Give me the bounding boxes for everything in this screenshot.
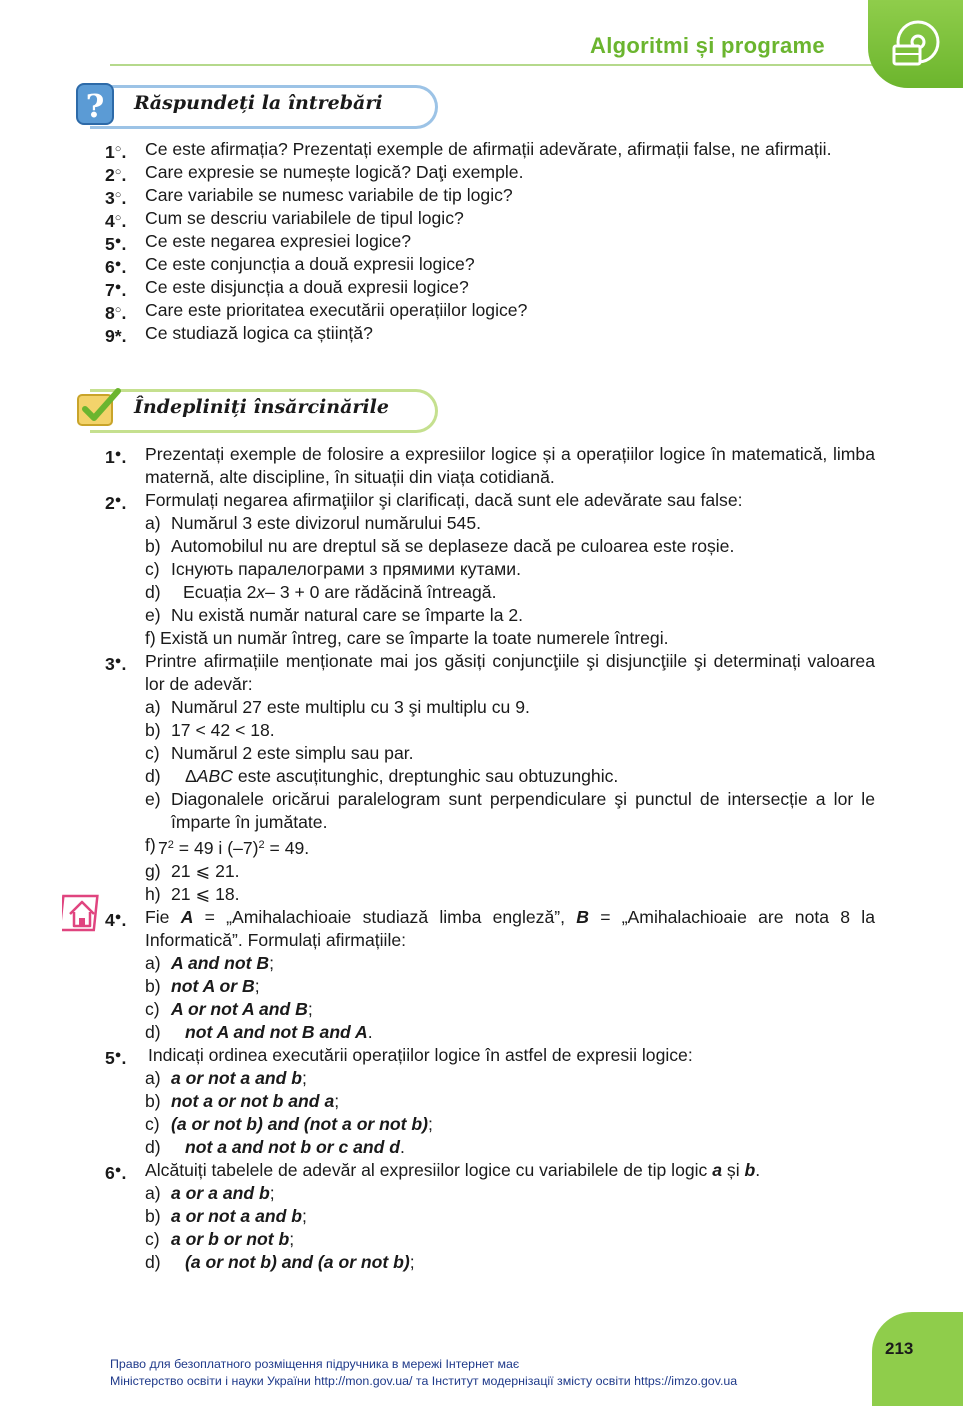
list-item: 8○. Care este prioritatea executării operațiilor logice? (105, 300, 528, 323)
task-6: 6●. Alcătuiți tabelele de adevăr al expresiilor logice cu variabilele de tip logic a și b. (105, 1160, 761, 1183)
footer-copyright (110, 1356, 737, 1390)
list-item: d) Ecuația 2x– 3 + 0 are rădăcină întreagă. (145, 582, 497, 602)
section-tasks-header (76, 387, 441, 431)
list-item: c) Існують паралелограми з прямими кутами. (145, 559, 521, 579)
list-item: a) A and not B; (145, 953, 274, 973)
checklist-icon (76, 387, 122, 429)
list-item: e) Diagonalele oricărui paralelogram sunt perpendiculare şi punctul de intersecție a lor le împarte în jumătate. (145, 789, 875, 832)
list-item: a) Numărul 3 este divizorul numărului 545. (145, 513, 481, 533)
list-item: g) 21 ⩽ 21. (145, 861, 240, 881)
header-divider (110, 64, 880, 66)
list-item: b) 17 < 42 < 18. (145, 720, 275, 740)
list-item: d) not A and not B and A. (145, 1022, 373, 1042)
list-item: b) Automobilul nu are dreptul să se deplaseze dacă pe culoarea este roșie. (145, 536, 735, 556)
computer-disc-icon (888, 18, 942, 72)
list-item: a) Numărul 27 este multiplu cu 3 şi multiplu cu 9. (145, 697, 530, 717)
list-item: 5●. Ce este negarea expresiei logice? (105, 231, 412, 254)
list-item: b) a or not a and b; (145, 1206, 307, 1226)
section-tasks-title: Îndepliniți însărcinările (134, 396, 389, 418)
task-4: 4●. Fie A = „Amihalachioaie studiază limba engleză”, B = „Amihalachioaie are nota 8 la Informatică”. Formulați afirmațiile: (105, 907, 875, 950)
header-title: Algoritmi și programe (590, 33, 825, 58)
list-item: e) Nu există număr natural care se împarte la 2. (145, 605, 524, 625)
list-item: d) ΔABC este ascuțitunghic, dreptunghic sau obtuzunghic. (145, 766, 619, 786)
list-item: 6●. Ce este conjuncția a două expresii logice? (105, 254, 475, 277)
question-mark-icon: ? (76, 83, 114, 125)
list-item: 3○. Care variabile se numesc variabile de tip logic? (105, 185, 513, 208)
list-item: f) $7^2 = 49$ і $(-7)^2 = 49$. (145, 835, 310, 858)
footer-line-2: Міністерство освіти і науки України http://mon.gov.ua/ та Інститут модернізації змісту освіти https://imzo.gov.ua (110, 1374, 738, 1388)
tasks-list (105, 443, 875, 1274)
list-item: c) Numărul 2 este simplu sau par. (145, 743, 414, 763)
list-item: c) (a or not b) and (not a or not b); (145, 1114, 433, 1134)
list-item: 2○. Care expresie se numește logică? Daţi exemple. (105, 162, 524, 185)
task-2: 2●. Formulați negarea afirmaţiilor şi clarificați, dacă sunt ele adevărate sau false: (105, 490, 743, 513)
home-icon (62, 890, 102, 934)
page-number: 213 (885, 1339, 914, 1358)
list-item: b) not A or B; (145, 976, 260, 996)
list-item: b) not a or not b and a; (145, 1091, 340, 1111)
list-item: c) a or b or not b; (145, 1229, 295, 1249)
list-item: d) not a and not b or c and d. (145, 1137, 405, 1157)
task-5: 5●. Indicați ordinea executării operațiilor logice în astfel de expresii logice: (105, 1045, 693, 1068)
list-item: 4○. Cum se descriu variabilele de tipul logic? (105, 208, 464, 231)
page-number-tab (872, 1312, 963, 1406)
footer-line-1: Право для безоплатного розміщення підручника в мережі Інтернет має (110, 1357, 520, 1371)
list-item: a) a or a and b; (145, 1183, 275, 1203)
list-item: c) A or not A and B; (145, 999, 313, 1019)
list-item: a) a or not a and b; (145, 1068, 307, 1088)
section-questions-header (76, 83, 441, 127)
list-item: f) Există un număr întreg, care se împarte la toate numerele întregi. (145, 628, 669, 648)
list-item: 9*. Ce studiază logica ca știință? (105, 323, 373, 346)
questions-list (105, 138, 875, 345)
list-item: 1○. Ce este afirmația? Prezentați exemple de afirmații adevărate, afirmații false, ne afirmații. (105, 139, 832, 162)
header-tab (868, 0, 963, 88)
list-item: 7●. Ce este disjuncția a două expresii logice? (105, 277, 469, 300)
section-questions-title: Răspundeți la întrebări (134, 92, 383, 114)
task-3: 3●. Printre afirmațiile menționate mai jos găsiți conjuncţiile şi disjuncţiile şi determinați valoarea lor de adevăr: (105, 651, 875, 694)
task-1: 1●. Prezentați exemple de folosire a expresiilor logice și a operațiilor logice în matematică, limba maternă, alte discipline, în situații din viața cotidiană. (105, 444, 875, 487)
list-item: d) (a or not b) and (a or not b); (145, 1252, 415, 1272)
list-item: h) 21 ⩽ 18. (145, 884, 240, 904)
